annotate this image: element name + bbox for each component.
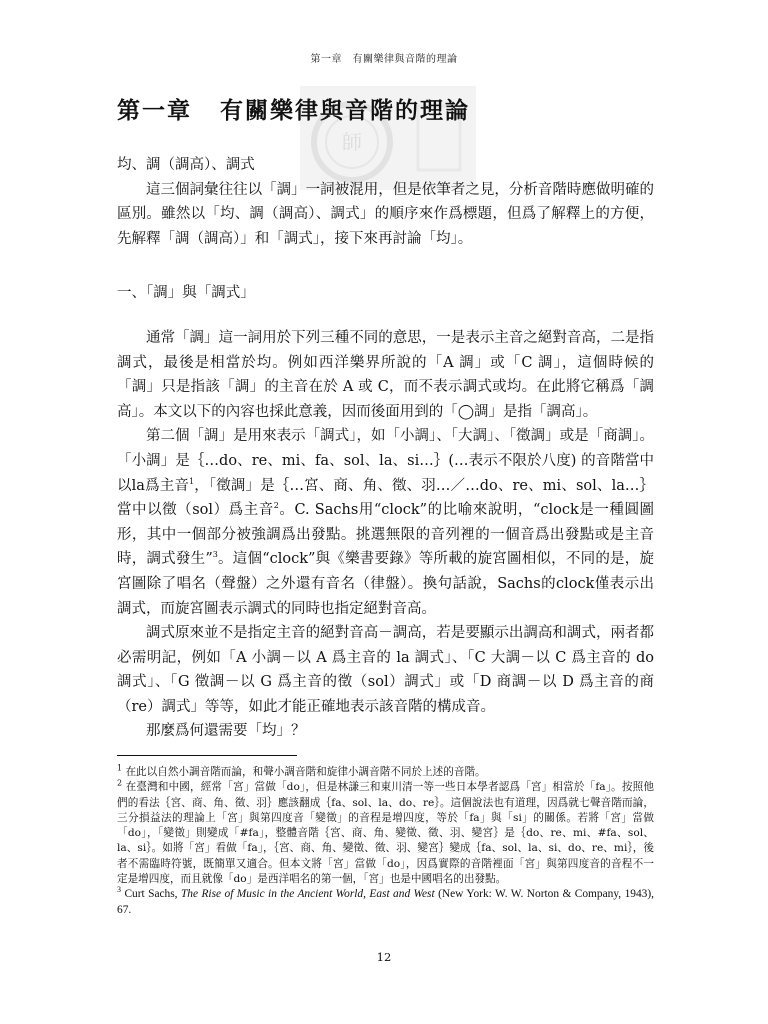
footnote-ref-1: 1 [189, 476, 195, 486]
page-number: 12 [376, 950, 392, 964]
footnote-mark: 3 [117, 885, 121, 895]
footnote-3 [117, 887, 654, 918]
footnote-ref-2: 2 [273, 501, 279, 511]
running-head: 第一章 有關樂律與音階的理論 [310, 54, 458, 65]
footnote-ref-3: 3 [212, 550, 218, 560]
footnote-1 [117, 765, 654, 780]
footnote-mark: 1 [117, 763, 123, 773]
intro-subheading: 均、調（調高）、調式 [117, 157, 255, 173]
footnote-2 [117, 780, 654, 887]
paragraph-2-part-b: ，「徵調」是｛…宮、商、角、徵、羽…／…do、re、mi、sol、la…｝當中以徵（sol）爲主音 [117, 477, 654, 519]
footnote-text: 在此以自然小調音階而論，和聲小調音階和旋律小調音階不同於上述的音階。 [125, 766, 486, 778]
cited-book-title: The Rise of Music in the Ancient World, East and West [180, 888, 435, 901]
chapter-title-text: 有關樂律與音階的理論 [220, 97, 470, 124]
main-text [117, 153, 654, 744]
paragraph-3: 調式原來並不是指定主音的絕對音高－調高，若是要顯示出調高和調式，兩者都必需明記，例如「A 小調－以 A 爲主音的 la 調式」、「C 大調－以 C 爲主音的 do 調式」、「G 徵調－以 G 爲主音的徵（sol）調式」或「D 商調－以 D 爲主音的商（re）調式」等等，如此才能正確地表示該音階的構成音。 [117, 625, 654, 715]
footnotes [117, 765, 654, 918]
paragraph-2-part-c: 。C. Sachs用“clock”的比喻來說明，“clock是一種圓圖形，其中一個部分被強調爲出發點。挑選無限的音列裡的一個音爲出發點或是主音時，調式發生” [117, 502, 654, 568]
footnote-mark: 2 [117, 778, 123, 788]
watermark-glyph: 師 [342, 130, 362, 154]
footnote-text: (New York: W. W. Norton & Company, 1943), 67. [117, 888, 654, 916]
paragraph-1: 通常「調」這一詞用於下列三種不同的意思，一是表示主音之絕對音高，二是指調式，最後是相當於均。例如西洋樂界所說的「A 調」或「C 調」，這個時候的「調」只是指該「調」的主音在於 A 或 C，而不表示調式或均。在此將它稱爲「調高」。本文以下的內容也採此意義，因而後面用到的「◯調」是指「調高」。 [117, 329, 654, 420]
intro-paragraph: 這三個詞彙往往以「調」一詞被混用，但是依筆者之見，分析音階時應做明確的區別。雖然以「均、調（調高）、調式」的順序來作爲標題，但爲了解釋上的方便，先解釋「調（調高）」和「調式」，接下來再討論「均」。 [117, 181, 654, 247]
footnote-text: Curt Sachs, [124, 888, 181, 901]
paragraph-2-part-d: 。這個“clock”與《樂書要錄》等所載的旋宮圖相似，不同的是，旋宮圖除了唱名（聲盤）之外還有音名（律盤）。換句話說，Sachs的clock僅表示出調式，而旋宮圖表示調式的同時也指定絕對音高。 [117, 551, 654, 617]
section-heading: 一、「調」與「調式」 [117, 285, 255, 302]
chapter-number: 第一章 [117, 97, 192, 124]
footnote-text: 在臺灣和中國，經常「宮」當做「do」，但是林謙三和東川清一等一些日本學者認爲「宮」相當於「fa」。按照他們的看法｛宮、商、角、徵、羽｝應該翻成｛fa、sol、la、do、re｝。這個說法也有道理，因爲就七聲音階而論，三分損益法的理論上「宮」與第四度音「變徵」的音程是增四度，等於「fa」與「si」的關係。若將「宮」當做「do」，「變徵」則變成「#fa」，整體音階｛宮、商、角、變徵、徵、羽、變宮｝是｛do、re、mi、#fa、sol、la、si｝。如將「宮」看做「fa」，｛宮、商、角、變徵、徵、羽、變宮｝變成｛fa、sol、la、si、do、re、mi｝，後者不需臨時符號，既簡單又適合。但本文將「宮」當做「do」，因爲實際的音階裡面「宮」與第四度音的音程不一定是增四度，而且就像「do」是西洋唱名的第一個，「宮」也是中國唱名的出發點。 [117, 781, 654, 886]
chapter-title [117, 96, 470, 126]
paragraph-4: 那麼爲何還需要「均」？ [146, 723, 306, 740]
footnote-separator [117, 755, 297, 756]
paragraph-2-part-a: 第二個「調」是用來表示「調式」，如「小調」、「大調」、「徵調」或是「商調」。「小調」是｛…do、re、mi、fa、sol、la、si…｝(…表示不限於八度) 的音階當中以la爲主音 [117, 428, 654, 494]
paragraph-2 [117, 424, 654, 621]
